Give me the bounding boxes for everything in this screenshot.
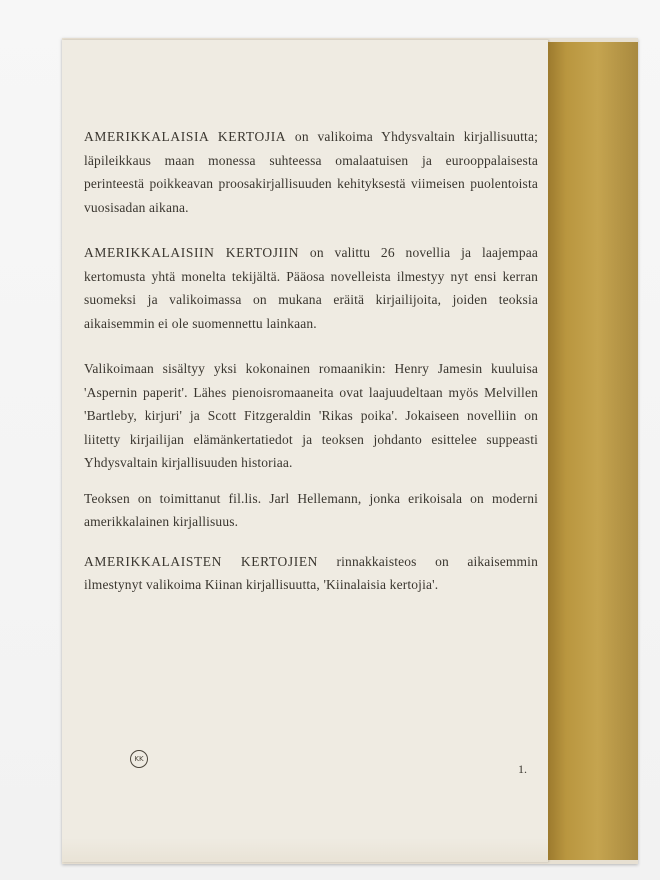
blurb-text (84, 125, 538, 597)
paragraph-2 (84, 241, 538, 335)
paragraph-4-body: Teoksen on toimittanut fil.lis. Jarl Hellemann, jonka erikoisala on moderni amerikkalainen kirjallisuus. (84, 490, 538, 529)
paragraph-1 (84, 125, 538, 219)
paragraph-1-lead: AMERIKKALAISIA KERTOJIA (84, 129, 287, 144)
publisher-logo-icon: KK (130, 750, 148, 768)
page-edge (62, 838, 548, 862)
page-number: 1. (518, 762, 527, 776)
paragraph-3 (84, 357, 538, 475)
paragraph-2-lead: AMERIKKALAISIIN KERTOJIIN (84, 245, 300, 260)
paragraph-2-body: on valittu 26 novellia ja laajempaa kertomusta yhtä monelta tekijältä. Pääosa novelleista ilmestyy nyt ensi kerran suomeksi ja valikoimassa on mukana eräitä kirjailijoita, joiden teoksia aikaisemmin ei ole suomennettu lainkaan. (84, 245, 539, 331)
paragraph-4 (84, 487, 538, 534)
paragraph-5 (84, 550, 538, 597)
paragraph-1-body: on valikoima Yhdysvaltain kirjallisuutta; läpileikkaus maan monessa suhteessa omalaatuisen ja eurooppalaisesta perinteestä poikkeavan proosakirjallisuuden kehityksestä viimeisen puolentoista vuosisadan aikana. (84, 129, 538, 215)
paragraph-3-body: Valikoimaan sisältyy yksi kokonainen romaanikin: Henry Jamesin kuuluisa 'Aspernin paperit'. Lähes pienoisromaaneita ovat laajuudeltaan myös Melvillen 'Bartleby, kirjuri' ja Scott Fitzgeraldin 'Rikas poika'. Jokaiseen novelliin on liitetty kirjailijan elämänkertatiedot ja teoksen johdanto esittelee suppeasti Yhdysvaltain kirjallisuuden historiaa. (84, 361, 538, 470)
gold-spine (548, 42, 638, 860)
paragraph-5-body: rinnakkaisteos on aikaisemmin ilmestynyt valikoima Kiinan kirjallisuutta, 'Kiinalaisia kertojia'. (84, 553, 538, 592)
paragraph-5-lead: AMERIKKALAISTEN KERTOJIEN (84, 553, 319, 569)
